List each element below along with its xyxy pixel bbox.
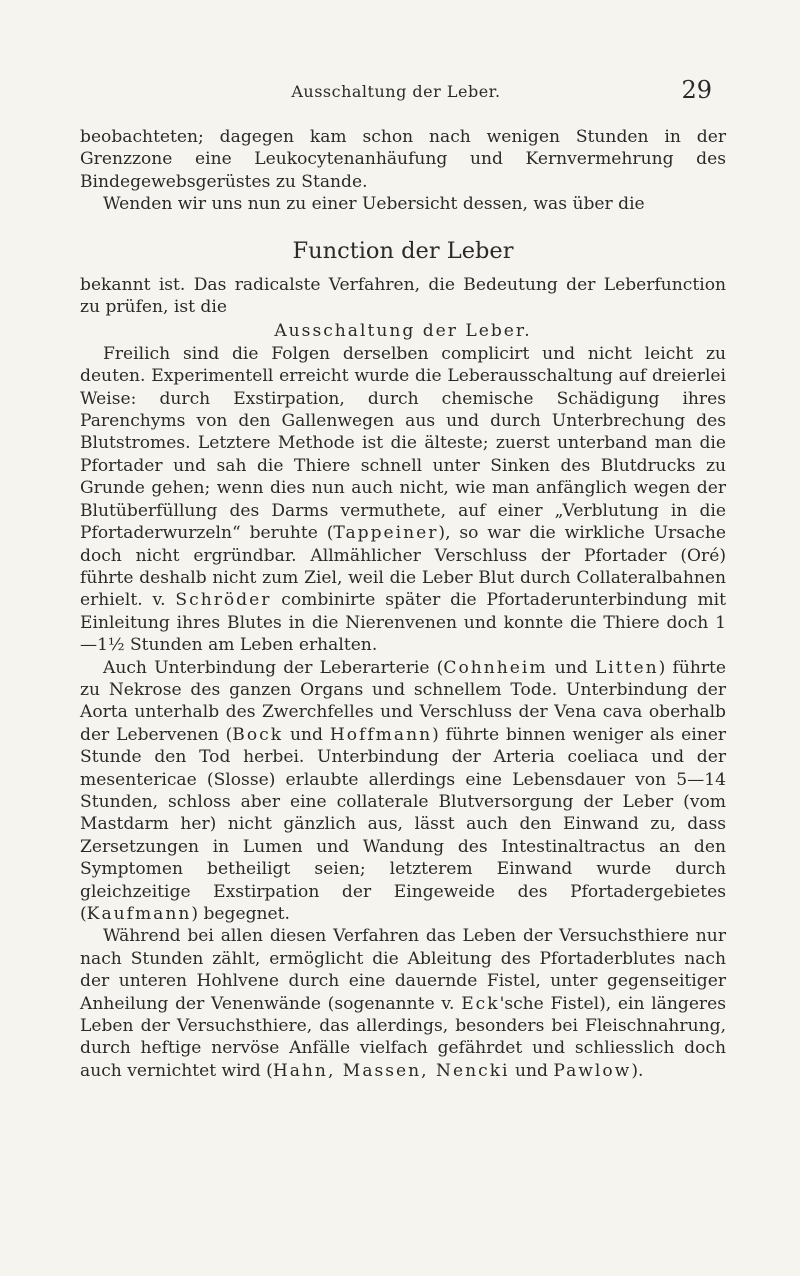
body-text — [80, 126, 726, 1082]
p4-text-2: ), so war die wirkliche Ursache doch nicht ergründbar. Allmählicher Verschluss der Pfortader (Oré) führte deshalb nicht zum Ziel, weil die Leber Blut durch Collateralbahnen erhielt. v. — [80, 523, 726, 611]
section-heading: Function der Leber — [292, 237, 514, 264]
p6-text-1: Während bei allen diesen Verfahren das Leben der Versuchsthiere nur nach Stunden zählt, ermöglicht die Ableitung des Pfortaderblutes nach der unteren Hohlvene durch eine dauernde Fistel, unter gegenseitiger Anheilung der Venenwände (sogenannte v. — [80, 926, 726, 1014]
paragraph-1: beobachteten; dagegen kam schon nach wenigen Stunden in der Grenzzone eine Leukocytenanhäufung und Kernvermehrung des Bindegewebsgerüstes zu Stande. — [80, 127, 726, 192]
author-name: Litten — [594, 657, 659, 678]
p5-text-6: ) begegnet. — [191, 904, 290, 924]
paragraph-2: Wenden wir uns nun zu einer Uebersicht dessen, was über die — [103, 194, 645, 215]
subsection-heading: Ausschaltung der Leber. — [274, 321, 532, 342]
p6-text-4: ). — [631, 1060, 644, 1081]
paragraph-4 — [80, 343, 726, 657]
page-header — [80, 76, 712, 112]
paragraph-5 — [80, 657, 726, 926]
author-name: Schröder — [175, 590, 272, 611]
p5-text-2: und — [547, 657, 595, 678]
p5-text-4: und — [283, 724, 330, 745]
p6-text-2: 'sche Fistel), ein längeres Leben der Versuchsthiere, das allerdings, besonders bei Fleischnahrung, durch heftige nervöse Anfälle vielfach gefährdet und schliesslich doch auch vernichtet wird ( — [80, 993, 726, 1081]
p4-text-1: Freilich sind die Folgen derselben complicirt und nicht leicht zu deuten. Experimentell erreicht wurde die Leberausschaltung auf dreierlei Weise: durch Exstirpation, durch chemische Schädigung ihres Parenchyms von den Gallenwegen aus und durch Unterbrechung des Blutstromes. Letztere Methode ist die älteste; zuerst unterband man die Pfortader und sah die Thiere schnell unter Sinken des Blutdrucks zu Grunde gehen; wenn dies nun auch nicht, wie man anfänglich wegen der Blutüberfüllung des Darms vermuthete, auf einer „Verblutung in die Pfortaderwurzeln“ beruhte ( — [80, 343, 726, 544]
author-name: Pawlow — [553, 1060, 632, 1081]
p6-text-3: und — [509, 1060, 554, 1081]
p5-text-3: ) führte zu Nekrose des ganzen Organs und schnellem Tode. Unterbindung der Aorta unterhalb des Zwerchfelles und Verschluss der Vena cava oberhalb der Lebervenen ( — [80, 657, 727, 745]
paragraph-6 — [80, 925, 726, 1082]
author-name: Eck — [461, 993, 500, 1014]
p4-text-3: combinirte später die Pfortaderunterbindung mit Einleitung ihres Blutes in die Nierenvenen und konnte die Thiere doch 1—1½ Stunden am Leben erhalten. — [80, 590, 727, 656]
author-name: Hahn, Massen, Nencki — [272, 1060, 510, 1081]
p5-text-5: ) führte binnen weniger als einer Stunde den Tod herbei. Unterbindung der Arteria coeliaca und der mesentericae (Slosse) erlaubte allerdings eine Lebensdauer von 5—14 Stunden, schloss aber eine collaterale Blutversorgung der Leber (vom Mastdarm her) nicht gänzlich aus, lässt auch den Einwand zu, dass Zersetzungen in Lumen und Wandung des Intestinaltractus an den Symptomen betheiligt seien; letzterem Einwand wurde durch gleichzeitige Exstirpation der Eingeweide des Pfortadergebietes ( — [80, 724, 727, 924]
page-number: 29 — [681, 76, 712, 104]
author-name: Tappeiner — [333, 523, 439, 544]
running-head: Ausschaltung der Leber. — [291, 82, 501, 101]
author-name: Kaufmann — [86, 904, 192, 924]
author-name: Cohnheim — [443, 657, 548, 678]
p5-text-1: Auch Unterbindung der Leberarterie ( — [103, 657, 444, 678]
author-name: Bock — [232, 724, 284, 745]
author-name: Hoffmann — [329, 724, 433, 745]
paragraph-3: bekannt ist. Das radicalste Verfahren, die Bedeutung der Leberfunction zu prüfen, ist die — [80, 274, 726, 318]
